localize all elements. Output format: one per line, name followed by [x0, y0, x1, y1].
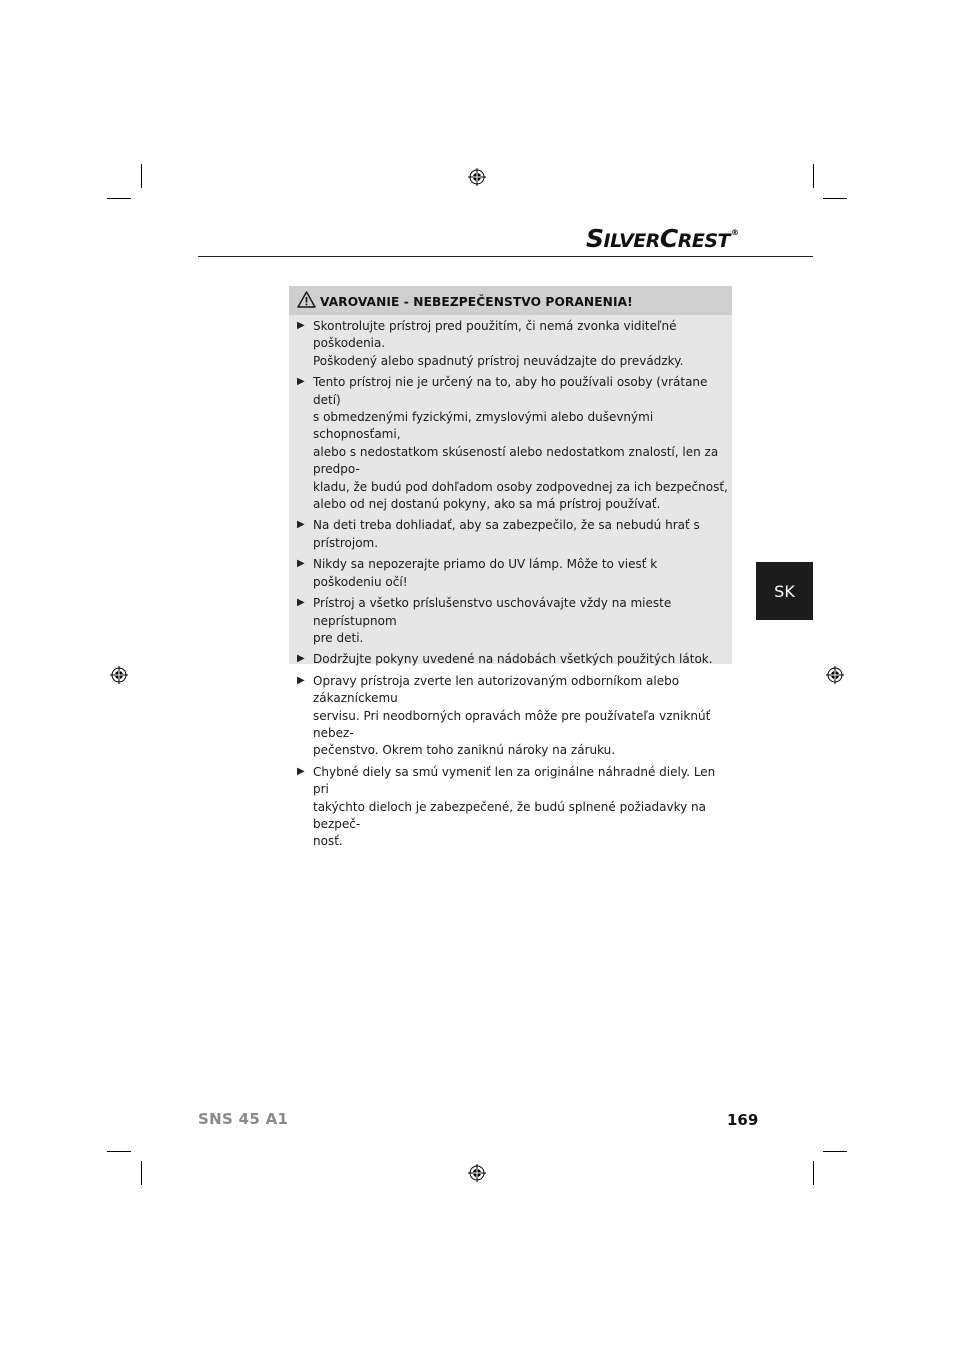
- logo-letters: REST: [677, 230, 731, 252]
- page-number: 169: [727, 1111, 759, 1129]
- bullet-arrow-icon: ▶: [297, 674, 305, 686]
- crop-mark: [107, 198, 131, 199]
- bullet-arrow-icon: ▶: [297, 653, 305, 665]
- list-item: [297, 764, 729, 851]
- bullet-arrow-icon: ▶: [297, 519, 305, 531]
- list-item-text: Opravy prístroja zverte len autorizovaným odborníkom alebo zákazníckemu servisu. Pri neodborných opravách môže pre používateľa vzniknúť nebez- pečenstvo. Okrem toho zaniknú nároky na záruku.: [313, 673, 711, 758]
- list-item-text: Nikdy sa nepozerajte priamo do UV lámp. Môže to viesť k poškodeniu očí!: [313, 557, 658, 589]
- list-item: [297, 651, 729, 668]
- list-item: [297, 595, 729, 647]
- bullet-arrow-icon: ▶: [297, 320, 305, 331]
- warning-title: VAROVANIE - NEBEZPEČENSTVO PORANENIA!: [320, 295, 633, 309]
- registered-mark: ®: [731, 228, 739, 237]
- registration-mark-icon: [110, 666, 128, 684]
- language-tab-label: SK: [774, 581, 795, 601]
- crop-mark: [813, 1161, 814, 1185]
- registration-mark-icon: [826, 666, 844, 684]
- crop-mark: [107, 1151, 131, 1152]
- crop-mark: [823, 1151, 847, 1152]
- language-tab: [756, 562, 813, 620]
- crop-mark: [813, 164, 814, 188]
- list-item-text: Dodržujte pokyny uvedené na nádobách všetkých použitých látok.: [313, 652, 713, 667]
- bullet-arrow-icon: ▶: [297, 376, 305, 388]
- list-item-text: Skontrolujte prístroj pred použitím, či nemá zvonka viditeľné poškodenia. Poškodený alebo spadnutý prístroj neuvádzajte do prevádzky.: [313, 319, 684, 368]
- list-item-text: Chybné diely sa smú vymeniť len za originálne náhradné diely. Len pri takýchto dieloch je zabezpečené, že budú splnené požiadavky na bezpeč- nosť.: [313, 764, 716, 849]
- warning-list: [297, 318, 729, 855]
- list-item-text: Tento prístroj nie je určený na to, aby ho používali osoby (vrátane detí) s obmedzenými fyzickými, zmyslovými alebo duševnými schopnosťami, alebo s nedostatkom skúseností alebo nedostatkom znalostí, len za predpo- kladu, že budú pod dohľadom osoby zodpovednej za ich bezpečnosť, alebo od nej dostanú pokyny, ako sa má prístroj používať.: [313, 375, 728, 512]
- crop-mark: [141, 1161, 142, 1185]
- list-item-text: Na deti treba dohliadať, aby sa zabezpečilo, že sa nebudú hrať s prístrojom.: [313, 518, 700, 550]
- bullet-arrow-icon: ▶: [297, 597, 305, 609]
- logo-letter: S: [586, 224, 604, 253]
- crop-mark: [141, 164, 142, 188]
- model-number: SNS 45 A1: [198, 1110, 289, 1128]
- bullet-arrow-icon: ▶: [297, 558, 305, 570]
- header-rule: [198, 256, 813, 257]
- list-item: [297, 517, 729, 552]
- logo-letter: C: [659, 224, 678, 253]
- list-item: [297, 374, 729, 513]
- list-item-text: Prístroj a všetko príslušenstvo uschovávajte vždy na mieste neprístupnom pre deti.: [313, 596, 672, 645]
- warning-box: [289, 286, 732, 849]
- list-item: [297, 673, 729, 760]
- silvercrest-logo: [586, 224, 762, 254]
- bullet-arrow-icon: ▶: [297, 765, 305, 777]
- registration-mark-icon: [468, 1164, 486, 1182]
- logo-letters: ILVER: [603, 230, 660, 252]
- warning-header: [289, 286, 732, 315]
- warning-triangle-icon: [297, 291, 316, 308]
- registration-mark-icon: [468, 168, 486, 186]
- list-item: [297, 318, 729, 370]
- crop-mark: [823, 198, 847, 199]
- list-item: [297, 556, 729, 591]
